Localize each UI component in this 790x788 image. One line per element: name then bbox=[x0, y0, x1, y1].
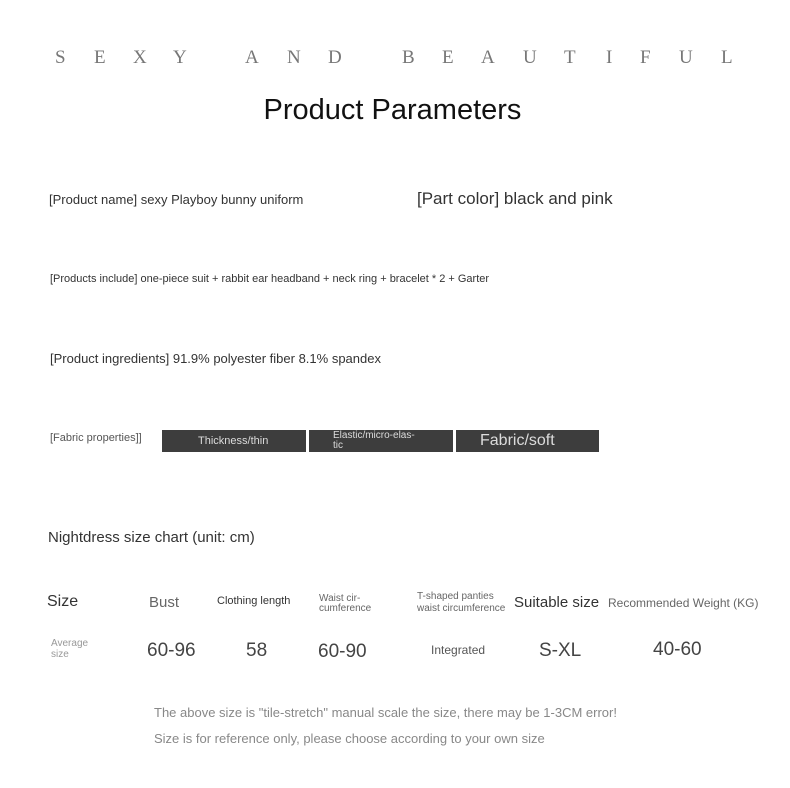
size-note: Size is for reference only, please choose according to your own size bbox=[154, 731, 545, 746]
fabric-thickness-box bbox=[162, 430, 306, 452]
waist-header: Waist cir- bbox=[319, 593, 361, 604]
suitable-size-value: S-XL bbox=[539, 640, 582, 661]
panties-header: T-shaped panties bbox=[417, 591, 494, 602]
tagline-letter: E bbox=[94, 47, 106, 68]
page-title: Product Parameters bbox=[263, 94, 522, 126]
products-include: [Products include] one-piece suit + rabbit ear headband + neck ring + bracelet * 2 + Garter bbox=[50, 273, 490, 285]
clothing-length-header: Clothing length bbox=[217, 595, 291, 607]
size-note: The above size is "tile-stretch" manual scale the size, there may be 1-3CM error! bbox=[154, 705, 617, 720]
fabric-softness-box bbox=[456, 430, 599, 452]
tagline-letter: U bbox=[523, 47, 537, 68]
tagline-letter: S bbox=[55, 47, 66, 68]
average-size-label: Average bbox=[51, 638, 89, 649]
fabric-elastic-label-cont: tic bbox=[333, 440, 343, 451]
tagline-letter: I bbox=[606, 47, 613, 68]
tagline-letter: F bbox=[640, 47, 651, 68]
fabric-elastic-label: Elastic/micro-elas- bbox=[333, 430, 415, 441]
part-color: [Part color] black and pink bbox=[417, 189, 613, 208]
waist-value: 60-90 bbox=[318, 641, 367, 662]
product-ingredients: [Product ingredients] 91.9% polyester fiber 8.1% spandex bbox=[50, 351, 381, 366]
suitable-size-header: Suitable size bbox=[514, 594, 600, 611]
fabric-properties-label: [Fabric properties]] bbox=[50, 432, 142, 444]
tagline-letter: A bbox=[481, 47, 495, 68]
recommended-weight-value: 40-60 bbox=[653, 639, 702, 660]
fabric-thickness-label: Thickness/thin bbox=[198, 435, 269, 447]
tagline-letter: T bbox=[564, 47, 576, 68]
tagline-letter: Y bbox=[173, 47, 187, 68]
clothing-length-value: 58 bbox=[246, 640, 268, 661]
panties-value: Integrated bbox=[431, 643, 486, 657]
size-chart-title: Nightdress size chart (unit: cm) bbox=[48, 529, 255, 546]
bust-header: Bust bbox=[149, 594, 180, 611]
tagline bbox=[0, 47, 790, 71]
tagline-letter: A bbox=[245, 47, 259, 68]
tagline-letter: N bbox=[287, 47, 301, 68]
tagline-letter: X bbox=[133, 47, 147, 68]
panties-header-cont: waist circumference bbox=[417, 603, 506, 614]
tagline-letter: U bbox=[679, 47, 693, 68]
fabric-elastic-box bbox=[309, 430, 453, 452]
bust-value: 60-96 bbox=[147, 640, 196, 661]
waist-header-cont: cumference bbox=[319, 603, 372, 614]
product-name: [Product name] sexy Playboy bunny uniform bbox=[49, 192, 304, 207]
tagline-letter: B bbox=[402, 47, 415, 68]
recommended-weight-header: Recommended Weight (KG) bbox=[608, 596, 759, 610]
tagline-letter: D bbox=[328, 47, 342, 68]
tagline-letter: E bbox=[442, 47, 454, 68]
tagline-letter: L bbox=[721, 47, 733, 68]
fabric-softness-label: Fabric/soft bbox=[480, 432, 555, 449]
average-size-label-cont: size bbox=[51, 649, 69, 660]
size-header: Size bbox=[47, 593, 79, 610]
